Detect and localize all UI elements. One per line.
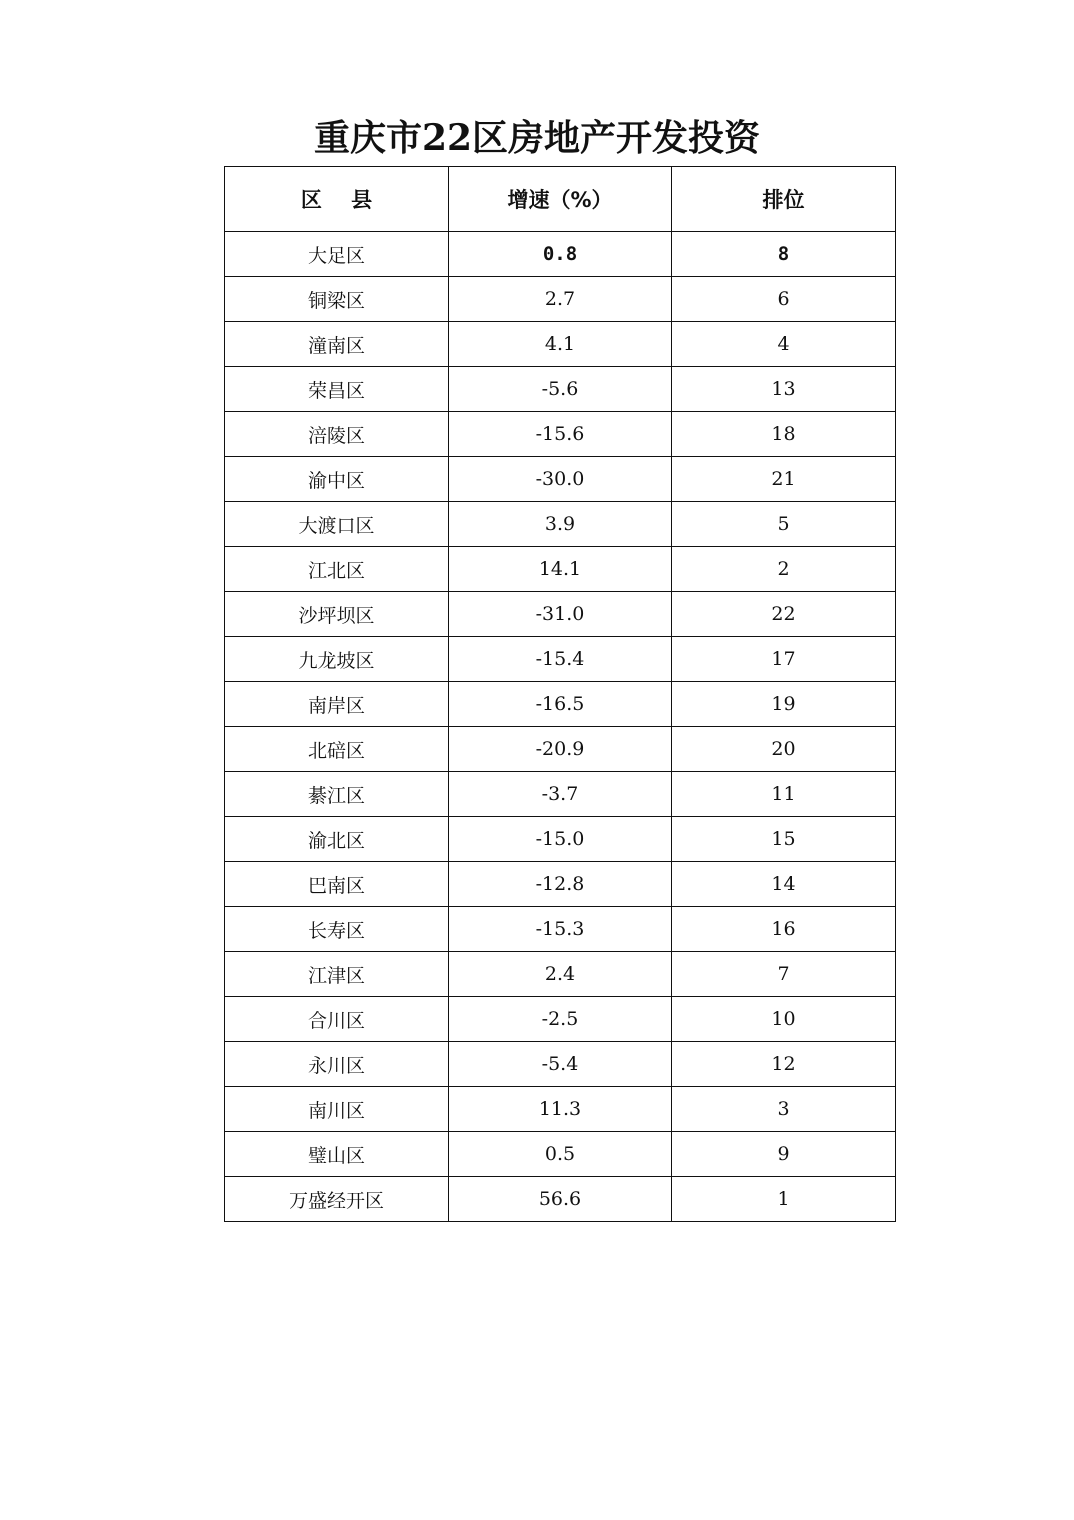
rank-cell: 17 xyxy=(672,637,896,682)
growth-cell: -5.6 xyxy=(449,367,672,412)
growth-cell: -20.9 xyxy=(449,727,672,772)
table-row xyxy=(225,232,896,277)
rank-cell: 14 xyxy=(672,862,896,907)
table-row xyxy=(225,277,896,322)
growth-cell: -15.3 xyxy=(449,907,672,952)
rank-cell: 6 xyxy=(672,277,896,322)
column-header-growth: 增速（%） xyxy=(449,167,672,232)
table-row xyxy=(225,592,896,637)
investment-table-container xyxy=(224,166,895,1222)
district-cell: 南川区 xyxy=(225,1087,449,1132)
table-row xyxy=(225,682,896,727)
district-cell: 綦江区 xyxy=(225,772,449,817)
table-row xyxy=(225,727,896,772)
district-cell: 万盛经开区 xyxy=(225,1177,449,1222)
rank-cell: 8 xyxy=(672,232,896,277)
rank-cell: 22 xyxy=(672,592,896,637)
growth-cell: 2.4 xyxy=(449,952,672,997)
growth-cell: 4.1 xyxy=(449,322,672,367)
district-cell: 南岸区 xyxy=(225,682,449,727)
district-cell: 铜梁区 xyxy=(225,277,449,322)
table-row xyxy=(225,457,896,502)
investment-table xyxy=(224,166,896,1222)
district-cell: 渝中区 xyxy=(225,457,449,502)
growth-cell: -15.0 xyxy=(449,817,672,862)
rank-cell: 10 xyxy=(672,997,896,1042)
district-cell: 大渡口区 xyxy=(225,502,449,547)
table-row xyxy=(225,1177,896,1222)
table-row xyxy=(225,367,896,412)
table-row xyxy=(225,502,896,547)
rank-cell: 12 xyxy=(672,1042,896,1087)
table-row xyxy=(225,637,896,682)
table-body xyxy=(225,232,896,1222)
rank-cell: 21 xyxy=(672,457,896,502)
rank-cell: 16 xyxy=(672,907,896,952)
growth-cell: -15.6 xyxy=(449,412,672,457)
table-row xyxy=(225,412,896,457)
district-cell: 渝北区 xyxy=(225,817,449,862)
growth-cell: -16.5 xyxy=(449,682,672,727)
table-row xyxy=(225,547,896,592)
table-row xyxy=(225,1042,896,1087)
rank-cell: 15 xyxy=(672,817,896,862)
document-title: 重庆市22区房地产开发投资 xyxy=(313,117,761,159)
column-header-rank: 排位 xyxy=(672,167,896,232)
growth-cell: -12.8 xyxy=(449,862,672,907)
rank-cell: 19 xyxy=(672,682,896,727)
growth-cell: 3.9 xyxy=(449,502,672,547)
header-row xyxy=(225,167,896,232)
rank-cell: 9 xyxy=(672,1132,896,1177)
growth-cell: 0.5 xyxy=(449,1132,672,1177)
district-cell: 北碚区 xyxy=(225,727,449,772)
district-cell: 荣昌区 xyxy=(225,367,449,412)
table-header xyxy=(225,167,896,232)
column-header-district xyxy=(225,167,449,232)
table-row xyxy=(225,997,896,1042)
rank-cell: 3 xyxy=(672,1087,896,1132)
growth-cell: 14.1 xyxy=(449,547,672,592)
growth-cell: -31.0 xyxy=(449,592,672,637)
growth-cell: 2.7 xyxy=(449,277,672,322)
district-cell: 合川区 xyxy=(225,997,449,1042)
rank-cell: 2 xyxy=(672,547,896,592)
table-row xyxy=(225,862,896,907)
district-cell: 涪陵区 xyxy=(225,412,449,457)
table-row xyxy=(225,1087,896,1132)
table-row xyxy=(225,1132,896,1177)
rank-cell: 20 xyxy=(672,727,896,772)
district-cell: 沙坪坝区 xyxy=(225,592,449,637)
growth-cell: -2.5 xyxy=(449,997,672,1042)
district-cell: 巴南区 xyxy=(225,862,449,907)
rank-cell: 11 xyxy=(672,772,896,817)
rank-cell: 13 xyxy=(672,367,896,412)
rank-cell: 7 xyxy=(672,952,896,997)
table-row xyxy=(225,772,896,817)
rank-cell: 1 xyxy=(672,1177,896,1222)
growth-cell: -15.4 xyxy=(449,637,672,682)
district-cell: 江北区 xyxy=(225,547,449,592)
table-row xyxy=(225,817,896,862)
rank-cell: 5 xyxy=(672,502,896,547)
growth-cell: 11.3 xyxy=(449,1087,672,1132)
rank-cell: 18 xyxy=(672,412,896,457)
table-row xyxy=(225,952,896,997)
growth-cell: 0.8 xyxy=(449,232,672,277)
district-cell: 永川区 xyxy=(225,1042,449,1087)
rank-cell: 4 xyxy=(672,322,896,367)
growth-cell: -5.4 xyxy=(449,1042,672,1087)
table-row xyxy=(225,907,896,952)
district-cell: 大足区 xyxy=(225,232,449,277)
district-cell: 九龙坡区 xyxy=(225,637,449,682)
district-cell: 璧山区 xyxy=(225,1132,449,1177)
growth-cell: -30.0 xyxy=(449,457,672,502)
district-cell: 长寿区 xyxy=(225,907,449,952)
growth-cell: -3.7 xyxy=(449,772,672,817)
table-row xyxy=(225,322,896,367)
column-header-district-label: 区 县 xyxy=(300,188,373,212)
district-cell: 潼南区 xyxy=(225,322,449,367)
growth-cell: 56.6 xyxy=(449,1177,672,1222)
district-cell: 江津区 xyxy=(225,952,449,997)
